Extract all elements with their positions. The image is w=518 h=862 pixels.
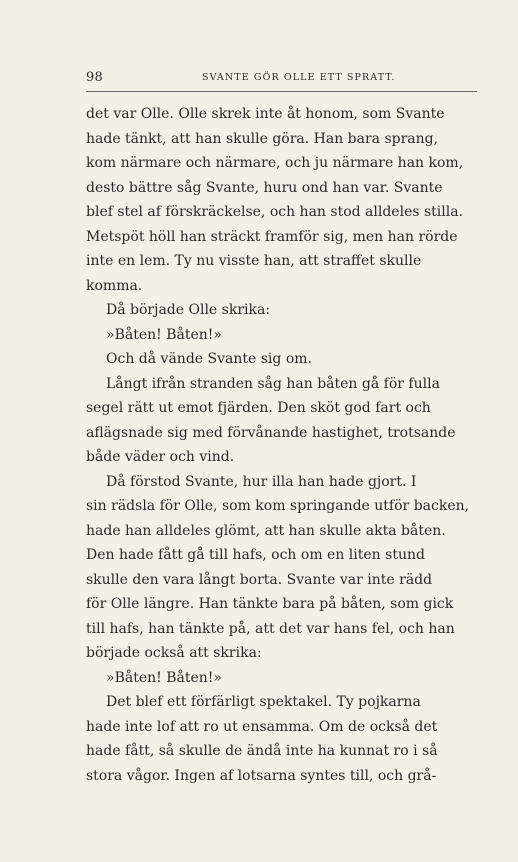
text-line: till hafs, han tänkte på, att det var hans fel, och han bbox=[86, 620, 455, 637]
text-line: började också att skrika: bbox=[86, 645, 262, 661]
text-line: hade fått, så skulle de ändå inte ha kunnat ro i så bbox=[86, 743, 438, 759]
text-line: blef stel af förskräckelse, och han stod alldeles stilla. bbox=[86, 204, 464, 220]
text-line: sin rädsla för Olle, som kom springande utför backen, bbox=[86, 498, 470, 514]
text-line: inte en lem. Ty nu visste han, att straffet skulle bbox=[86, 253, 422, 269]
text-line: hade tänkt, att han skulle göra. Han bara sprang, bbox=[86, 130, 439, 147]
text-line: Då förstod Svante, hur illa han hade gjort. I bbox=[106, 473, 417, 490]
text-line: desto bättre såg Svante, huru ond han var. Svante bbox=[86, 179, 443, 196]
page-number: 98 bbox=[86, 70, 103, 85]
text-line: Det blef ett förfärligt spektakel. Ty pojkarna bbox=[106, 694, 421, 710]
text-line: hade inte lof att ro ut ensamma. Om de också det bbox=[86, 718, 438, 735]
text-line: Och då vände Svante sig om. bbox=[106, 351, 312, 367]
text-line: hade han alldeles glömt, att han skulle akta båten. bbox=[86, 522, 446, 539]
running-head: SVANTE GÖR OLLE ETT SPRATT. bbox=[202, 72, 396, 83]
header-rule bbox=[86, 91, 477, 92]
text-line: kom närmare och närmare, och ju närmare han kom, bbox=[86, 155, 464, 171]
text-line: Långt ifrån stranden såg han båten gå för fulla bbox=[106, 375, 440, 392]
text-line: segel rätt ut emot fjärden. Den sköt god fart och bbox=[86, 400, 431, 416]
text-line: aflägsnade sig med förvånande hastighet, trotsande bbox=[86, 424, 456, 441]
text-line: det var Olle. Olle skrek inte åt honom, som Svante bbox=[86, 106, 445, 122]
body-text bbox=[86, 102, 478, 788]
text-line: Metspöt höll han sträckt framför sig, men han rörde bbox=[86, 228, 458, 245]
text-line: »Båten! Båten!» bbox=[106, 669, 222, 686]
text-line: skulle den vara långt borta. Svante var inte rädd bbox=[86, 571, 433, 588]
text-line: både väder och vind. bbox=[86, 449, 235, 465]
text-line: stora vågor. Ingen af lotsarna syntes till, och grå- bbox=[86, 767, 437, 784]
text-line: för Olle längre. Han tänkte bara på båten, som gick bbox=[86, 596, 454, 612]
text-line: »Båten! Båten!» bbox=[106, 326, 222, 343]
page-header bbox=[86, 68, 476, 90]
text-line: komma. bbox=[86, 277, 143, 294]
text-line: Den hade fått gå till hafs, och om en liten stund bbox=[86, 547, 425, 563]
text-line: Då började Olle skrika: bbox=[106, 302, 271, 318]
